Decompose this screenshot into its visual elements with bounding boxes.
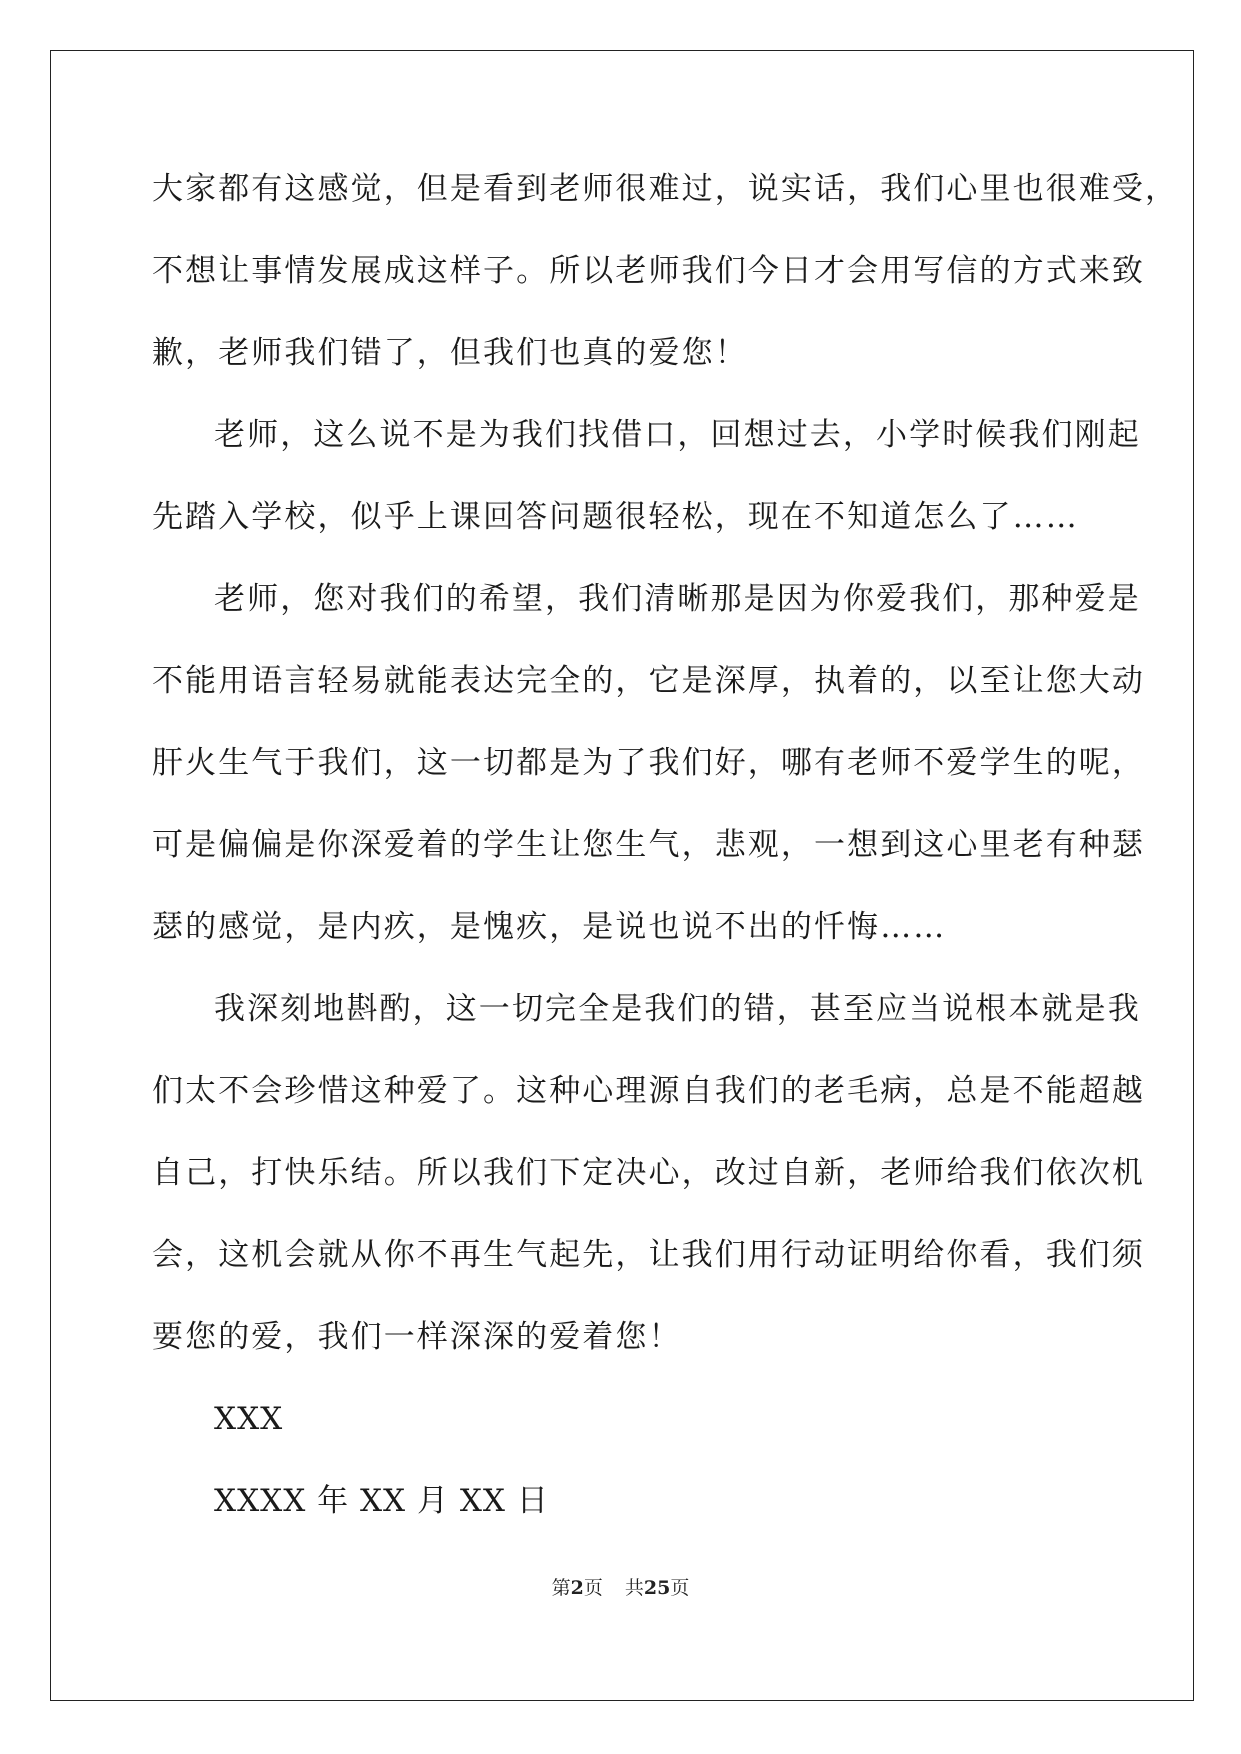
- document-body: [152, 162, 1179, 1556]
- text-line: 大家都有这感觉，但是看到老师很难过，说实话，我们心里也很难受，: [152, 171, 1179, 207]
- text-line: 肝火生气于我们，这一切都是为了我们好，哪有老师不爱学生的呢，: [152, 745, 1145, 781]
- text-line: 瑟的感觉，是内疚，是愧疚，是说也说不出的忏悔……: [152, 909, 947, 945]
- footer-total-prefix: 共: [624, 1577, 644, 1599]
- text-line: 不想让事情发展成这样子。所以老师我们今日才会用写信的方式来致: [152, 253, 1145, 289]
- paragraph-start-line: 老师，您对我们的希望，我们清晰那是因为你爱我们，那种爱是: [214, 581, 1141, 617]
- text-line: 歉，老师我们错了，但我们也真的爱您！: [152, 335, 748, 371]
- text-line: 要您的爱，我们一样深深的爱着您！: [152, 1319, 682, 1355]
- total-pages: 25: [643, 1577, 671, 1599]
- paragraph-start-line: 老师，这么说不是为我们找借口，回想过去，小学时候我们刚起: [214, 417, 1141, 453]
- text-line: 会，这机会就从你不再生气起先，让我们用行动证明给你看，我们须: [152, 1237, 1145, 1273]
- footer-page-prefix: 第: [551, 1577, 571, 1599]
- signature: XXX: [214, 1401, 284, 1437]
- text-line: 不能用语言轻易就能表达完全的，它是深厚，执着的，以至让您大动: [152, 663, 1145, 699]
- page-footer: [0, 1573, 1241, 1600]
- text-line: 们太不会珍惜这种爱了。这种心理源自我们的老毛病，总是不能超越: [152, 1073, 1145, 1109]
- text-line: 自己，打快乐结。所以我们下定决心，改过自新，老师给我们依次机: [152, 1155, 1145, 1191]
- footer-page-suffix: 页: [583, 1577, 603, 1599]
- paragraph-start-line: 我深刻地斟酌，这一切完全是我们的错，甚至应当说根本就是我: [214, 991, 1141, 1027]
- footer-total-suffix: 页: [670, 1577, 690, 1599]
- text-line: 可是偏偏是你深爱着的学生让您生气，悲观，一想到这心里老有种瑟: [152, 827, 1145, 863]
- date: XXXX 年 XX 月 XX 日: [214, 1483, 549, 1519]
- text-line: 先踏入学校，似乎上课回答问题很轻松，现在不知道怎么了……: [152, 499, 1079, 535]
- page-number: 2: [570, 1577, 584, 1599]
